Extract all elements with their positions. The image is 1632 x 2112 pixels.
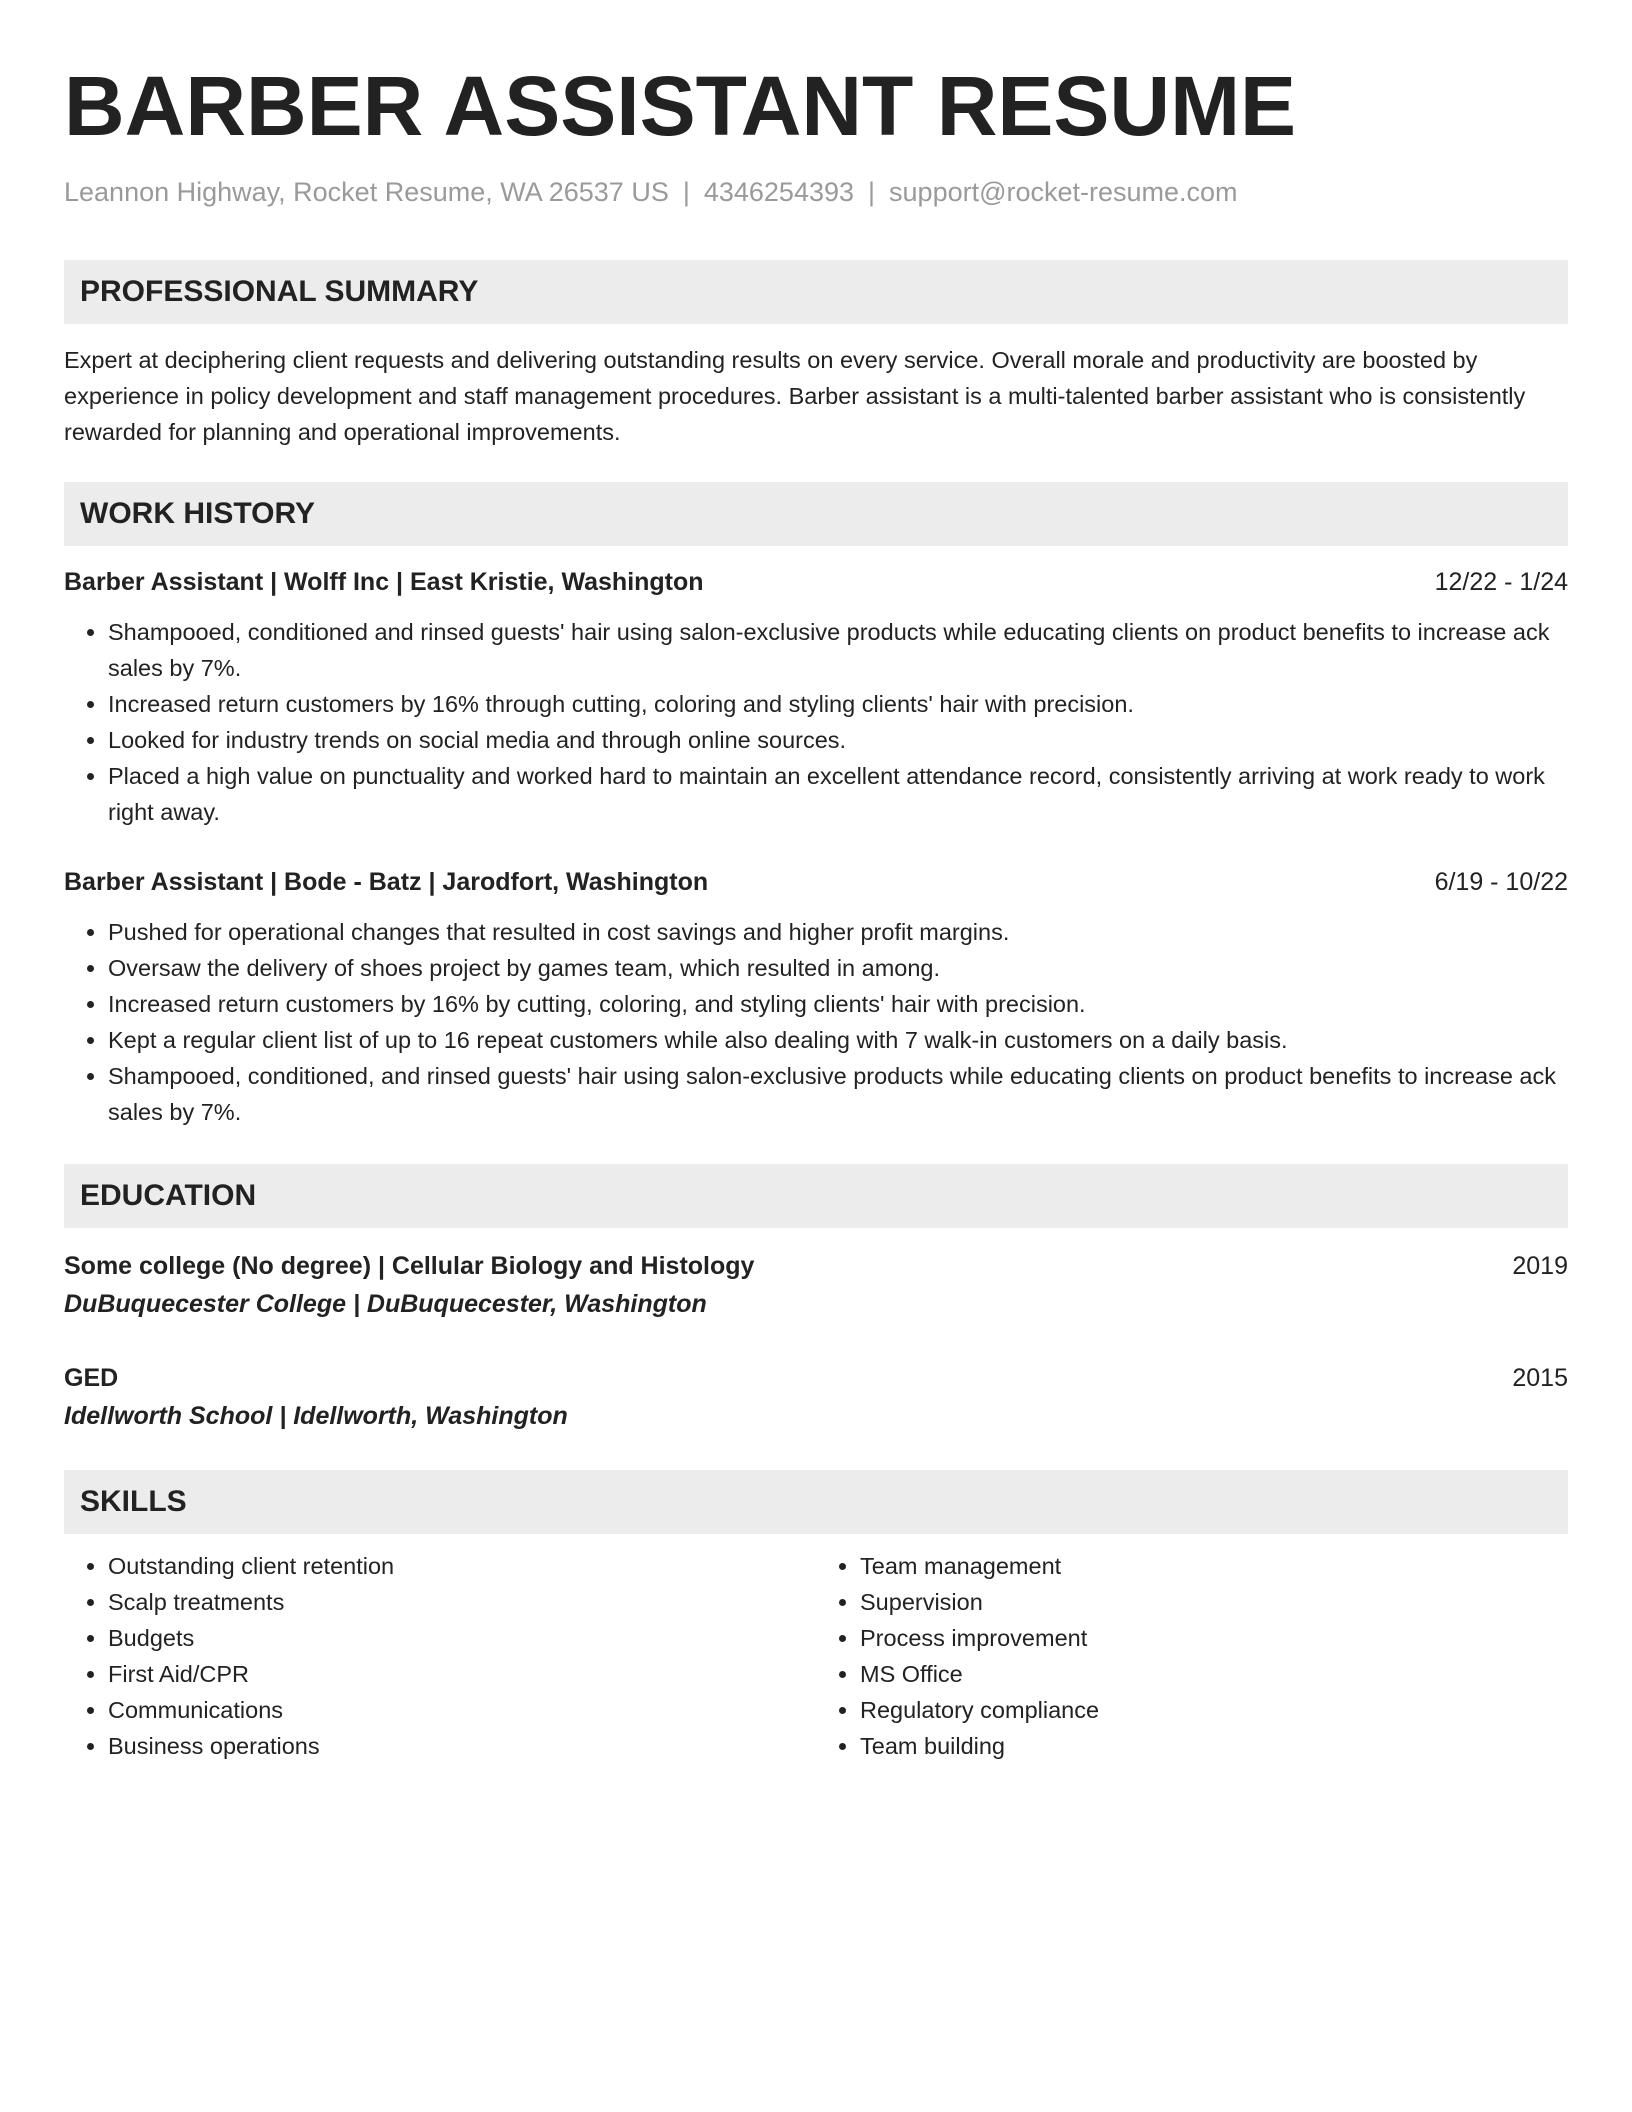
skills-column-right — [816, 1548, 1568, 1764]
job-entry — [64, 564, 1568, 830]
job-bullet: • Placed a high value on punctuality and worked hard to maintain an excellent attendance record, consistently arriving at work ready to work right away. — [108, 758, 1568, 830]
education-year: 2015 — [1512, 1364, 1568, 1392]
job-dates: 12/22 - 1/24 — [1434, 568, 1568, 596]
skill-item: • First Aid/CPR — [108, 1656, 816, 1692]
skill-item: • MS Office — [860, 1656, 1568, 1692]
skills-column-left — [64, 1548, 816, 1764]
education-degree: GED — [64, 1364, 119, 1392]
resume-title: BARBER ASSISTANT RESUME — [64, 59, 1297, 153]
skill-item: • Budgets — [108, 1620, 816, 1656]
job-bullet: • Increased return customers by 16% through cutting, coloring and styling clients' hair with precision. — [108, 686, 1568, 722]
skill-item: • Team management — [860, 1548, 1568, 1584]
education-header — [64, 1360, 1568, 1396]
job-title: Barber Assistant | Bode - Batz | Jarodfort, Washington — [64, 868, 709, 896]
job-dates: 6/19 - 10/22 — [1434, 868, 1568, 896]
education-year: 2019 — [1512, 1252, 1568, 1280]
skill-item: • Scalp treatments — [108, 1584, 816, 1620]
skills-heading: SKILLS — [64, 1470, 1568, 1534]
job-bullet: • Looked for industry trends on social media and through online sources. — [108, 722, 1568, 758]
education-entry — [64, 1248, 1568, 1322]
contact-email: support@rocket-resume.com — [889, 177, 1238, 207]
job-entry — [64, 864, 1568, 1130]
work-history-heading: WORK HISTORY — [64, 482, 1568, 546]
job-bullet: • Kept a regular client list of up to 16 repeat customers while also dealing with 7 walk-in customers on a daily basis. — [108, 1022, 1568, 1058]
summary-heading: PROFESSIONAL SUMMARY — [64, 260, 1568, 324]
skill-item: • Supervision — [860, 1584, 1568, 1620]
contact-separator: | — [682, 177, 690, 207]
skill-item: • Team building — [860, 1728, 1568, 1764]
summary-text: Expert at deciphering client requests and delivering outstanding results on every service. Overall morale and productivity are boosted by experience in policy development and staff management procedures. Barber assistant is a multi-talented barber assistant who is consistently rewarded for planning and operational improvements. — [64, 347, 1526, 445]
job-header — [64, 564, 1568, 600]
contact-address: Leannon Highway, Rocket Resume, WA 26537 US — [64, 177, 669, 207]
job-bullet: • Shampooed, conditioned and rinsed guests' hair using salon-exclusive products while educating clients on product benefits to increase ack sales by 7%. — [108, 614, 1568, 686]
skill-item: • Outstanding client retention — [108, 1548, 816, 1584]
education-school: Idellworth School | Idellworth, Washington — [64, 1402, 568, 1430]
job-bullet: • Increased return customers by 16% by cutting, coloring, and styling clients' hair with precision. — [108, 986, 1568, 1022]
education-heading: EDUCATION — [64, 1164, 1568, 1228]
education-school: DuBuquecester College | DuBuquecester, Washington — [64, 1290, 707, 1318]
contact-phone: 4346254393 — [703, 177, 855, 207]
education-degree: Some college (No degree) | Cellular Biology and Histology — [64, 1252, 755, 1280]
job-bullets — [64, 614, 1568, 830]
skill-item: • Regulatory compliance — [860, 1692, 1568, 1728]
job-header — [64, 864, 1568, 900]
education-entry — [64, 1360, 1568, 1434]
skill-item: • Communications — [108, 1692, 816, 1728]
contact-line — [64, 174, 1568, 210]
job-bullet: • Shampooed, conditioned, and rinsed guests' hair using salon-exclusive products while educating clients on product benefits to increase ack sales by 7%. — [108, 1058, 1568, 1130]
skill-item: • Process improvement — [860, 1620, 1568, 1656]
education-header — [64, 1248, 1568, 1284]
job-title: Barber Assistant | Wolff Inc | East Kristie, Washington — [64, 568, 704, 596]
skills-list — [64, 1548, 816, 1764]
skills-grid — [64, 1548, 1568, 1764]
job-bullet: • Pushed for operational changes that resulted in cost savings and higher profit margins. — [108, 914, 1568, 950]
skill-item: • Business operations — [108, 1728, 816, 1764]
contact-separator: | — [868, 177, 876, 207]
skills-list — [816, 1548, 1568, 1764]
job-bullet: • Oversaw the delivery of shoes project by games team, which resulted in among. — [108, 950, 1568, 986]
job-bullets — [64, 914, 1568, 1130]
